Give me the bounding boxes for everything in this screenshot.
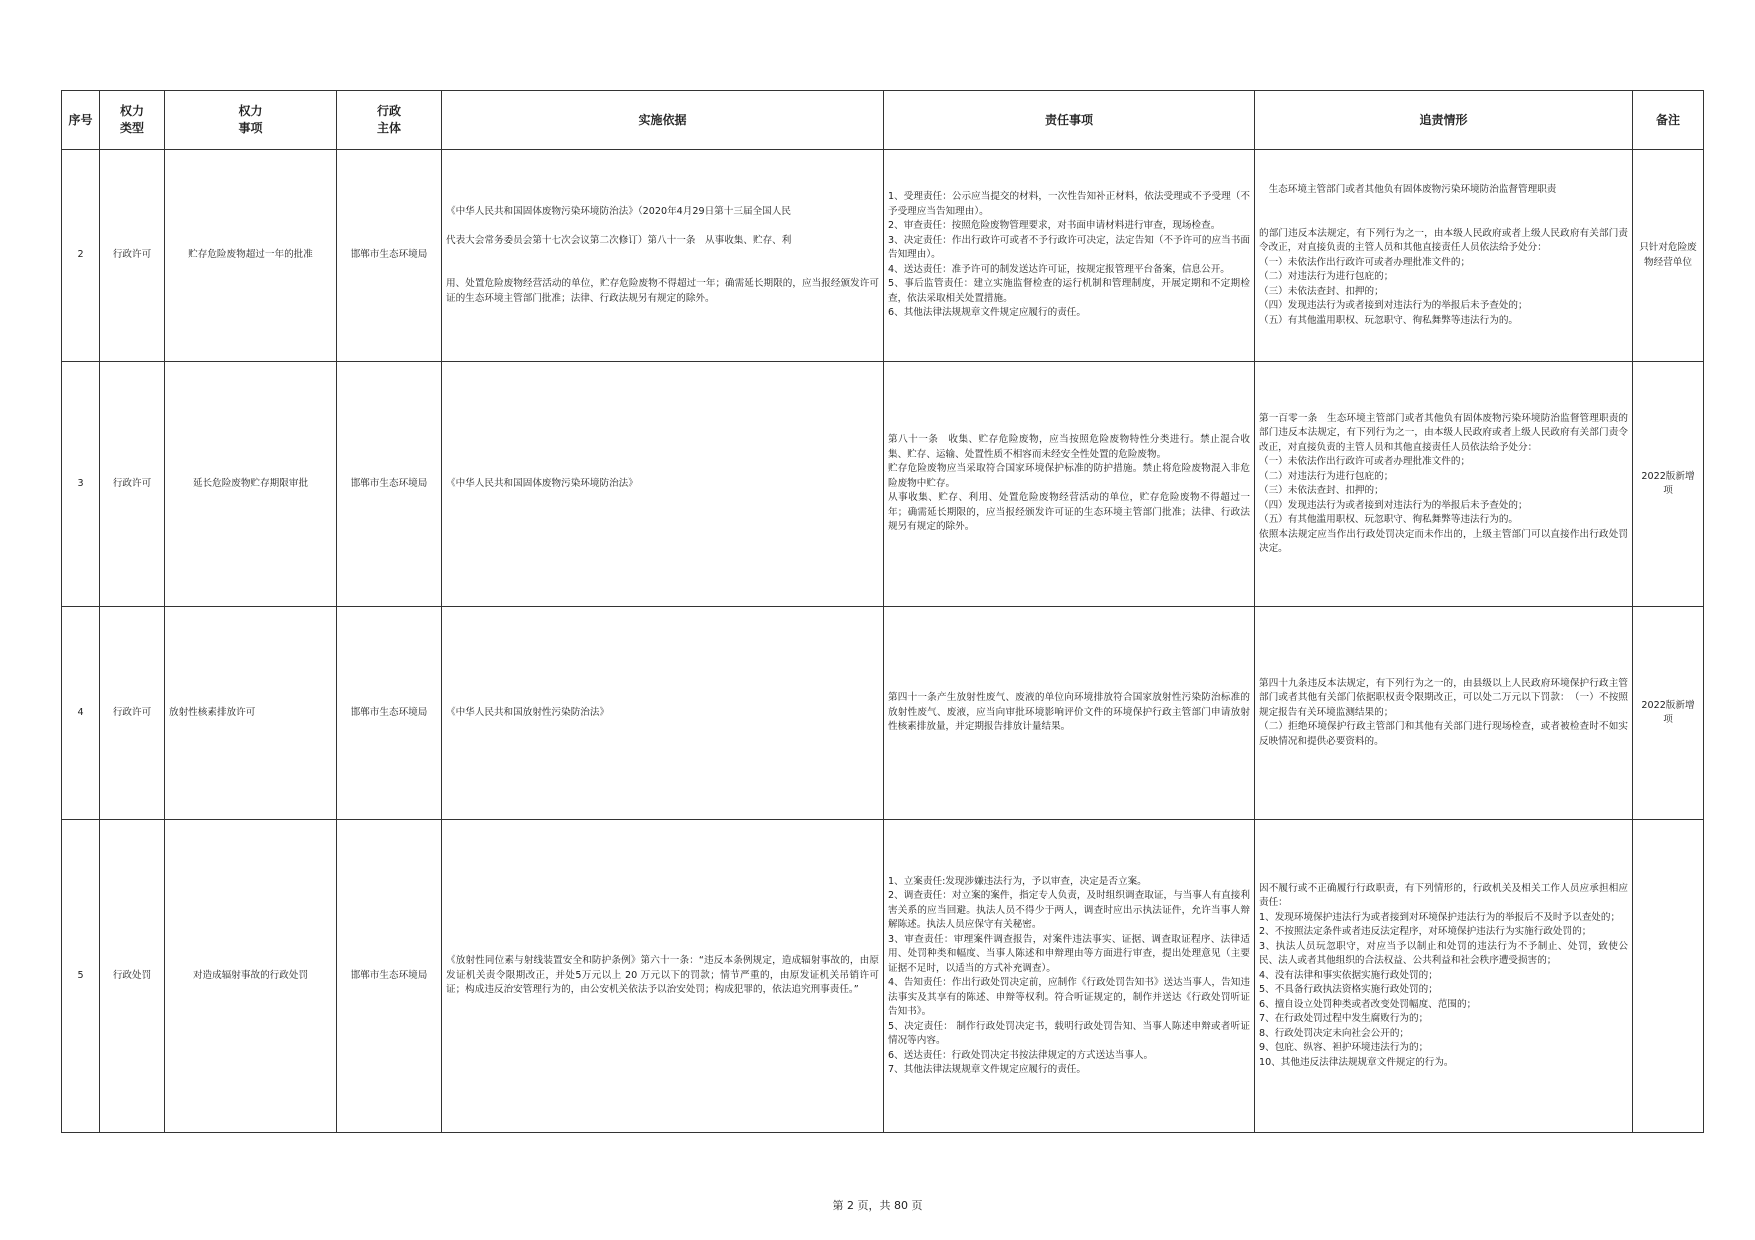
- cell-type: 行政许可: [100, 606, 165, 819]
- header-type: [100, 91, 165, 150]
- cell-remark-text: [1633, 973, 1703, 979]
- header-item: [165, 91, 337, 150]
- cell-accountability: [1255, 150, 1633, 362]
- cell-responsibility: [884, 606, 1255, 819]
- cell-accountability-text: 第一百零一条 生态环境主管部门或者其他负有固体废物污染环境防治监督管理职责的部门违反本法规定，有下列行为之一，由本级人民政府或者上级人民政府有关部门责令改正，对直接负责的主管人员和其他直接责任人员依法给予处分： （一）未依法作出行政许可或者办理批准文件的； （二）对违法行为进行包庇的； （三）未依法查封、扣押的； （四）发现违法行为或者接到对违法行为的举报后未予查处的； （五）有其他滥用职权、玩忽职守、徇私舞弊等违法行为的。 依照本法规定应当作出行政处罚决定而未作出的，上级主管部门可以直接作出行政处罚决定。: [1259, 412, 1628, 555]
- cell-basis-text: 《中华人民共和国固体废物污染环境防治法》: [446, 477, 638, 489]
- cell-item-text: 放射性核素排放许可: [169, 706, 256, 718]
- cell-responsibility-text: 第四十一条产生放射性废气、废液的单位向环境排放符合国家放射性污染防治标准的放射性废气、废液，应当向审批环境影响评价文件的环境保护行政主管部门申请放射性核素排放量，并定期报告排放计量结果。: [888, 692, 1250, 733]
- header-seq: 序号: [62, 91, 100, 150]
- cell-item: 贮存危险废物超过一年的批准: [165, 150, 337, 362]
- cell-type: 行政许可: [100, 362, 165, 606]
- cell-subject: 邯郸市生态环境局: [337, 150, 442, 362]
- cell-subject: 邯郸市生态环境局: [337, 820, 442, 1133]
- cell-accountability: [1255, 820, 1633, 1133]
- cell-accountability-text: 第四十九条违反本法规定，有下列行为之一的，由县级以上人民政府环境保护行政主管部门或者其他有关部门依据职权责令限期改正，可以处二万元以下罚款： （一）不按照规定报告有关环境监测结果的； （二）拒绝环境保护行政主管部门和其他有关部门进行现场检查，或者被检查时不如实反映情况和提供必要资料的。: [1259, 677, 1628, 747]
- header-row: [62, 91, 1704, 150]
- cell-seq: 3: [62, 362, 100, 606]
- cell-subject: 邯郸市生态环境局: [337, 606, 442, 819]
- cell-responsibility-text: 第八十一条 收集、贮存危险废物，应当按照危险废物特性分类进行。禁止混合收集、贮存、运输、处置性质不相容而未经安全性处置的危险废物。 贮存危险废物应当采取符合国家环境保护标准的防护措施。禁止将危险废物混入非危险废物中贮存。 从事收集、贮存、利用、处置危险废物经营活动的单位，贮存危险废物不得超过一年；确需延长期限的，应当报经颁发许可证的生态环境主管部门批准；法律、行政法规另有规定的除外。: [888, 434, 1250, 533]
- header-subject-line-2: 主体: [376, 121, 401, 135]
- cell-basis-text: 《中华人民共和国放射性污染防治法》: [446, 706, 610, 718]
- cell-seq: 2: [62, 150, 100, 362]
- header-item-line-2: 事项: [238, 121, 263, 135]
- cell-type: 行政处罚: [100, 820, 165, 1133]
- header-item-line-1: 权力: [238, 104, 263, 118]
- table-row: [62, 150, 1704, 362]
- cell-remark: [1633, 150, 1704, 362]
- cell-subject: 邯郸市生态环境局: [337, 362, 442, 606]
- cell-responsibility: [884, 362, 1255, 606]
- cell-remark-text: 只针对危险废物经营单位: [1639, 242, 1697, 268]
- header-subject: [337, 91, 442, 150]
- page-number-footer: 第 2 页，共 80 页: [832, 1199, 923, 1212]
- authority-table: [61, 90, 1704, 1133]
- header-responsibility: 责任事项: [884, 91, 1255, 150]
- cell-remark: [1633, 606, 1704, 819]
- cell-item: 对造成辐射事故的行政处罚: [165, 820, 337, 1133]
- cell-basis: [442, 150, 884, 362]
- cell-responsibility: [884, 150, 1255, 362]
- cell-basis: [442, 606, 884, 819]
- header-subject-line-1: 行政: [376, 104, 401, 118]
- cell-basis: [442, 820, 884, 1133]
- cell-accountability-text: 因不履行或不正确履行行政职责，有下列情形的，行政机关及相关工作人员应承担相应责任： 1、发现环境保护违法行为或者接到对环境保护违法行为的举报后不及时予以查处的； 2、不按照法定条件或者违反法定程序，对环境保护违法行为实施行政处罚的； 3、执法人员玩忽职守，对应当予以制止和处罚的违法行为不予制止、处罚，致使公民、法人或者其他组织的合法权益、公共利益和社会秩序遭受损害的； 4、没有法律和事实依据实施行政处罚的； 5、不具备行政执法资格实施行政处罚的； 6、擅自设立处罚种类或者改变处罚幅度、范围的； 7、在行政处罚过程中发生腐败行为的； 8、行政处罚决定未向社会公开的； 9、包庇、纵容、袒护环境违法行为的； 10、其他违反法律法规规章文件规定的行为。: [1259, 882, 1628, 1068]
- header-remark: 备注: [1633, 91, 1704, 150]
- cell-remark-text: 2022版新增项: [1641, 470, 1695, 497]
- table-row: [62, 820, 1704, 1133]
- cell-seq: 5: [62, 820, 100, 1133]
- header-basis: 实施依据: [442, 91, 884, 150]
- cell-accountability: [1255, 362, 1633, 606]
- header-accountability: 追责情形: [1255, 91, 1633, 150]
- cell-responsibility-text: 1、受理责任：公示应当提交的材料，一次性告知补正材料，依法受理或不予受理（不予受理应当告知理由）。 2、审查责任：按照危险废物管理要求，对书面申请材料进行审查，现场检查。 3、决定责任：作出行政许可或者不予行政许可决定，法定告知（不予许可的应当书面告知理由）。 4、送达责任：准予许可的制发送达许可证，按规定报管理平台备案，信息公开。 5、事后监管责任：建立实施监督检查的运行机制和管理制度，开展定期和不定期检查，依法采取相关处置措施。 6、其他法律法规规章文件规定应履行的责任。: [888, 191, 1250, 319]
- cell-basis-text: 《放射性同位素与射线装置安全和防护条例》第六十一条：“违反本条例规定，造成辐射事故的，由原发证机关责令限期改正，并处5万元以上 20 万元以下的罚款；情节严重的，由原发证机关吊销许可证；构成违反治安管理行为的，由公安机关依法予以治安处罚；构成犯罪的，依法追究刑事责任。”: [446, 955, 879, 996]
- header-type-line-2: 类型: [119, 121, 144, 135]
- cell-item: 延长危险废物贮存期限审批: [165, 362, 337, 606]
- cell-responsibility: [884, 820, 1255, 1133]
- cell-item: [165, 606, 337, 819]
- cell-basis: [442, 362, 884, 606]
- cell-accountability-text: 生态环境主管部门或者其他负有固体废物污染环境防治监督管理职责 的部门违反本法规定，有下列行为之一，由本级人民政府或者上级人民政府有关部门责令改正，对直接负责的主管人员和其他直接责任人员依法给予处分： （一）未依法作出行政许可或者办理批准文件的； （二）对违法行为进行包庇的； （三）未依法查封、扣押的； （四）发现违法行为或者接到对违法行为的举报后未予查处的； （五）有其他滥用职权、玩忽职守、徇私舞弊等违法行为的。: [1259, 184, 1628, 326]
- cell-remark-text: 2022版新增项: [1641, 699, 1695, 726]
- cell-remark: [1633, 820, 1704, 1133]
- header-type-line-1: 权力: [119, 104, 144, 118]
- cell-type: 行政许可: [100, 150, 165, 362]
- cell-seq: 4: [62, 606, 100, 819]
- cell-responsibility-text: 1、立案责任:发现涉嫌违法行为，予以审查，决定是否立案。 2、调查责任：对立案的案件，指定专人负责，及时组织调查取证，与当事人有直接利害关系的应当回避。执法人员不得少于两人，调查时应出示执法证件，允许当事人辩解陈述。执法人员应保守有关秘密。 3、审查责任：审理案件调查报告，对案件违法事实、证据、调查取证程序、法律适用、处罚种类和幅度、当事人陈述和申辩理由等方面进行审查，提出处理意见（主要证据不足时，以适当的方式补充调查）。 4、告知责任：作出行政处罚决定前，应制作《行政处罚告知书》送达当事人，告知违法事实及其享有的陈述、申辩等权利。符合听证规定的，制作并送达《行政处罚听证告知书》。 5、决定责任： 制作行政处罚决定书，载明行政处罚告知、当事人陈述申辩或者听证情况等内容。 6、送达责任：行政处罚决定书按法律规定的方式送达当事人。 7、其他法律法规规章文件规定应履行的责任。: [888, 875, 1250, 1076]
- table-row: [62, 606, 1704, 819]
- table-row: [62, 362, 1704, 606]
- cell-remark: [1633, 362, 1704, 606]
- cell-accountability: [1255, 606, 1633, 819]
- cell-basis-text: 《中华人民共和国固体废物污染环境防治法》（2020年4月29日第十三届全国人民 代表大会常务委员会第十七次会议第二次修订）第八十一条 从事收集、贮存、利 用、处置危险废物经营活动的单位，贮存危险废物不得超过一年；确需延长期限的，应当报经颁发许可证的生态环境主管部门批准；法律、行政法规另有规定的除外。: [446, 205, 879, 304]
